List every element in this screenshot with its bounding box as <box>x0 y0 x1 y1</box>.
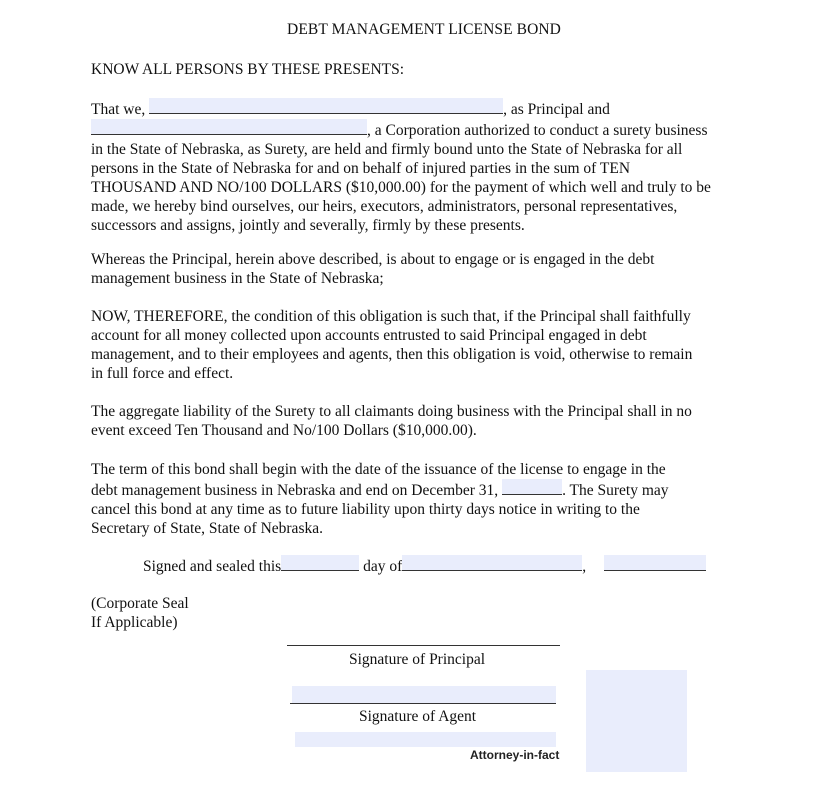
principal-signature-label: Signature of Principal <box>349 651 486 668</box>
paragraph-condition <box>91 307 771 383</box>
agent-signature-field[interactable] <box>292 686 556 703</box>
surety-name-field[interactable] <box>91 119 367 135</box>
para2-line2: management business in the State of Nebraska; <box>91 270 384 287</box>
paragraph-liability <box>91 402 771 440</box>
signed-year-field[interactable] <box>604 555 706 571</box>
para3-line3: management, and to their employees and agents, then this obligation is void, otherwise to remain <box>91 346 693 363</box>
principal-signature-line[interactable] <box>287 645 560 646</box>
signed-day-field[interactable] <box>281 555 359 571</box>
para3-line1: NOW, THEREFORE, the condition of this obligation is such that, if the Principal shall faithfully <box>91 308 691 325</box>
corporate-seal-box[interactable] <box>586 670 687 772</box>
seal-line2: If Applicable) <box>91 614 178 631</box>
para4-line1: The aggregate liability of the Surety to all claimants doing business with the Principal shall in no <box>91 403 692 420</box>
seal-line1: (Corporate Seal <box>91 595 189 612</box>
agent-extra-field[interactable] <box>295 732 556 747</box>
document-heading: KNOW ALL PERSONS BY THESE PRESENTS: <box>91 61 405 78</box>
comma-separator: , <box>582 558 587 575</box>
para2-line1: Whereas the Principal, herein above described, is about to engage or is engaged in the debt <box>91 251 655 268</box>
agent-signature-line <box>290 703 556 704</box>
principal-name-field[interactable] <box>149 98 503 114</box>
para1-line7: successors and assigns, jointly and severally, firmly by these presents. <box>91 217 525 234</box>
signed-sealed-row <box>143 555 706 576</box>
para1-line5: THOUSAND AND NO/100 DOLLARS ($10,000.00) for the payment of which well and truly to be <box>91 179 711 196</box>
para5-line2-end: . The Surety may <box>562 482 669 499</box>
document-title: DEBT MANAGEMENT LICENSE BOND <box>287 21 561 38</box>
year-field[interactable] <box>502 479 562 495</box>
paragraph-parties <box>91 98 771 235</box>
para1-line2-text: , a Corporation authorized to conduct a surety business <box>367 122 708 139</box>
signed-sealed-label: Signed and sealed this <box>143 558 282 575</box>
signed-month-field[interactable] <box>402 555 582 571</box>
para1-line6: made, we hereby bind ourselves, our heirs, executors, administrators, personal representatives, <box>91 198 678 215</box>
para4-line2: event exceed Ten Thousand and No/100 Dollars ($10,000.00). <box>91 422 477 439</box>
para5-line2-text: debt management business in Nebraska and end on December 31, <box>91 482 499 499</box>
para3-line2: account for all money collected upon accounts entrusted to said Principal engaged in debt <box>91 327 647 344</box>
agent-signature-label: Signature of Agent <box>359 708 477 725</box>
para1-line1-text: That we, <box>91 101 146 118</box>
paragraph-whereas <box>91 250 771 288</box>
para5-line4: Secretary of State, State of Nebraska. <box>91 520 323 537</box>
corporate-seal-note <box>91 594 189 632</box>
para1-line3: in the State of Nebraska, as Surety, are held and firmly bound unto the State of Nebraska for all <box>91 141 683 158</box>
day-of-label: day of <box>363 558 403 575</box>
para1-line4: persons in the State of Nebraska for and on behalf of injured parties in the sum of TEN <box>91 160 631 177</box>
para5-line3: cancel this bond at any time as to future liability upon thirty days notice in writing to the <box>91 501 640 518</box>
attorney-in-fact-label: Attorney-in-fact <box>470 748 560 762</box>
para1-line1-end: , as Principal and <box>503 101 610 118</box>
para5-line1: The term of this bond shall begin with the date of the issuance of the license to engage in the <box>91 461 666 478</box>
paragraph-term <box>91 460 771 538</box>
para3-line4: in full force and effect. <box>91 365 234 382</box>
